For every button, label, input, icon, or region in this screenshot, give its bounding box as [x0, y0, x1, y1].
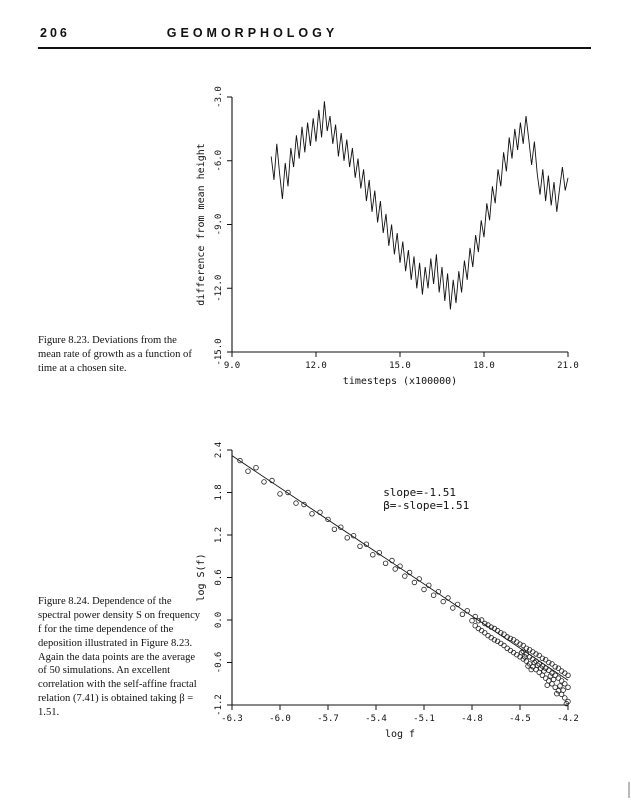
- y-axis-label: log S(f): [196, 553, 207, 602]
- data-point: [441, 599, 446, 604]
- scan-artifact: [628, 782, 630, 798]
- x-tick-label: 15.0: [389, 361, 411, 371]
- data-point: [566, 685, 571, 690]
- figure-8-24-plot: [190, 438, 582, 752]
- x-tick-label: -4.2: [557, 714, 579, 724]
- data-point: [566, 673, 571, 678]
- data-point: [262, 480, 267, 485]
- y-tick-label: 1.2: [214, 526, 224, 544]
- data-point: [505, 646, 510, 651]
- data-point: [246, 469, 251, 474]
- x-axis-label: log f: [384, 729, 416, 740]
- x-tick-label: -6.0: [269, 714, 291, 724]
- data-point: [345, 536, 350, 541]
- page-number: 206: [40, 26, 70, 40]
- data-point: [403, 574, 408, 579]
- annotation-text: slope=-1.51: [383, 485, 457, 499]
- x-tick-label: -5.4: [365, 714, 387, 724]
- data-point: [278, 492, 283, 497]
- x-tick-label: -5.7: [317, 714, 339, 724]
- data-point: [358, 544, 363, 549]
- y-tick-label: -3.0: [214, 86, 224, 108]
- data-point: [310, 512, 315, 517]
- figure-8-23-plot: [190, 85, 582, 399]
- data-point: [561, 688, 566, 693]
- x-axis-label: timesteps (x100000): [342, 376, 458, 387]
- running-head-title: GEOMORPHOLOGY: [166, 26, 339, 40]
- x-tick-label: -6.3: [221, 714, 243, 724]
- y-tick-label: 0.6: [214, 569, 224, 586]
- data-point: [371, 553, 376, 558]
- data-point: [294, 501, 299, 506]
- data-point: [545, 683, 550, 688]
- y-tick-label: -15.0: [214, 338, 224, 366]
- data-point: [318, 510, 323, 515]
- data-point: [332, 527, 337, 532]
- x-tick-label: 9.0: [223, 361, 241, 371]
- data-point: [470, 618, 475, 623]
- data-point: [393, 567, 398, 572]
- x-tick-label: 12.0: [305, 361, 327, 371]
- header-rule: [38, 47, 591, 49]
- x-tick-label: 18.0: [473, 361, 495, 371]
- x-tick-label: -5.1: [413, 714, 435, 724]
- y-tick-label: 2.4: [214, 441, 224, 459]
- y-tick-label: -12.0: [214, 274, 224, 302]
- y-tick-label: 1.8: [214, 484, 224, 501]
- y-tick-label: -9.0: [214, 213, 224, 236]
- figure-8-23-caption: Figure 8.23. Deviations from the mean rate of growth as a function of time at a chosen site.: [38, 335, 192, 374]
- data-point: [460, 612, 465, 617]
- x-tick-label: -4.5: [509, 714, 531, 724]
- annotation-text: β=-slope=1.51: [383, 498, 470, 512]
- figure-8-24-caption: Figure 8.24. Dependence of the spectral power density S on frequency f for the time dependence of the deposition illustrated in Figure 8.23. Again the data points are the average of 50 simulations. An excellent correlation with the self-affine fractal relation (7.41) is obtained taking β = 1.51.: [38, 596, 201, 718]
- x-tick-label: -4.8: [461, 714, 483, 724]
- y-tick-label: -6.0: [214, 149, 224, 172]
- time-series-line: [271, 101, 568, 309]
- y-tick-label: -1.2: [214, 694, 224, 716]
- data-point: [451, 606, 456, 611]
- data-point: [254, 465, 259, 470]
- data-point: [558, 684, 563, 689]
- x-tick-label: 21.0: [557, 361, 579, 371]
- data-point: [412, 580, 417, 585]
- y-tick-label: 0.0: [214, 611, 224, 629]
- y-tick-label: -0.6: [214, 651, 224, 674]
- data-point: [527, 655, 532, 660]
- data-point: [431, 593, 436, 598]
- data-point: [422, 587, 427, 592]
- y-axis-label: difference from mean height: [196, 143, 207, 306]
- data-point: [383, 561, 388, 566]
